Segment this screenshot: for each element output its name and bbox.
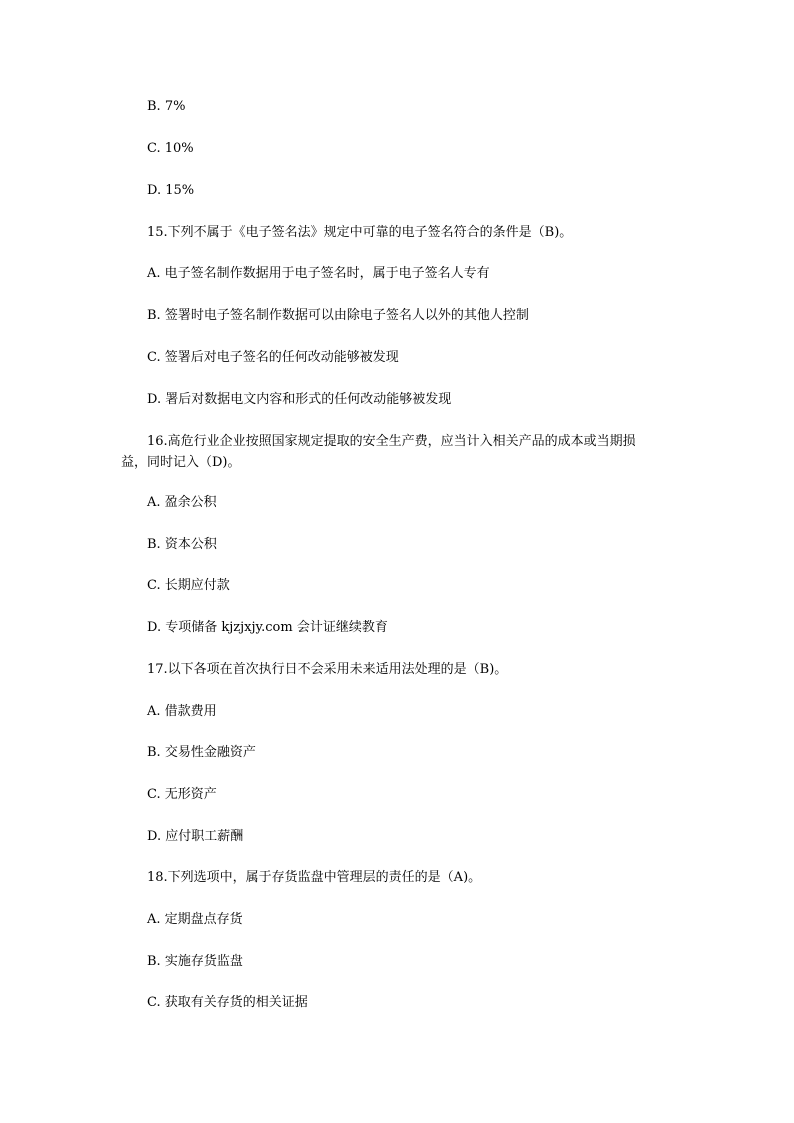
q16-option-b: B. 资本公积 — [147, 537, 217, 552]
question-17: 17.以下各项在首次执行日不会采用未来适用法处理的是（B)。 — [147, 662, 508, 677]
q16-option-c: C. 长期应付款 — [147, 578, 230, 593]
question-16 — [121, 431, 681, 473]
question-15: 15.下列不属于《电子签名法》规定中可靠的电子签名符合的条件是（B)。 — [147, 225, 573, 240]
q16-option-a: A. 盈余公积 — [147, 495, 217, 510]
q16-option-d: D. 专项储备 kjzjxjy.com 会计证继续教育 — [147, 620, 388, 635]
q18-option-b: B. 实施存货监盘 — [147, 954, 243, 969]
option-c-10: C. 10% — [147, 141, 194, 156]
q17-option-b: B. 交易性金融资产 — [147, 745, 256, 760]
q15-option-b: B. 签署时电子签名制作数据可以由除电子签名人以外的其他人控制 — [147, 308, 529, 323]
q15-option-c: C. 签署后对电子签名的任何改动能够被发现 — [147, 350, 399, 365]
q15-option-d: D. 署后对数据电文内容和形式的任何改动能够被发现 — [147, 392, 452, 407]
option-d-15: D. 15% — [147, 183, 195, 198]
q18-option-c: C. 获取有关存货的相关证据 — [147, 995, 308, 1010]
q17-option-c: C. 无形资产 — [147, 787, 217, 802]
question-16-line2: 益，同时记入（D)。 — [121, 455, 241, 470]
q15-option-a: A. 电子签名制作数据用于电子签名时，属于电子签名人专有 — [147, 266, 490, 281]
q17-option-a: A. 借款费用 — [147, 704, 217, 719]
question-16-line1: 16.高危行业企业按照国家规定提取的安全生产费，应当计入相关产品的成本或当期损 — [147, 434, 636, 449]
question-18: 18.下列选项中，属于存货监盘中管理层的责任的是（A)。 — [147, 870, 482, 885]
q17-option-d: D. 应付职工薪酬 — [147, 829, 244, 844]
option-b-7: B. 7% — [147, 99, 186, 114]
q18-option-a: A. 定期盘点存货 — [147, 912, 243, 927]
